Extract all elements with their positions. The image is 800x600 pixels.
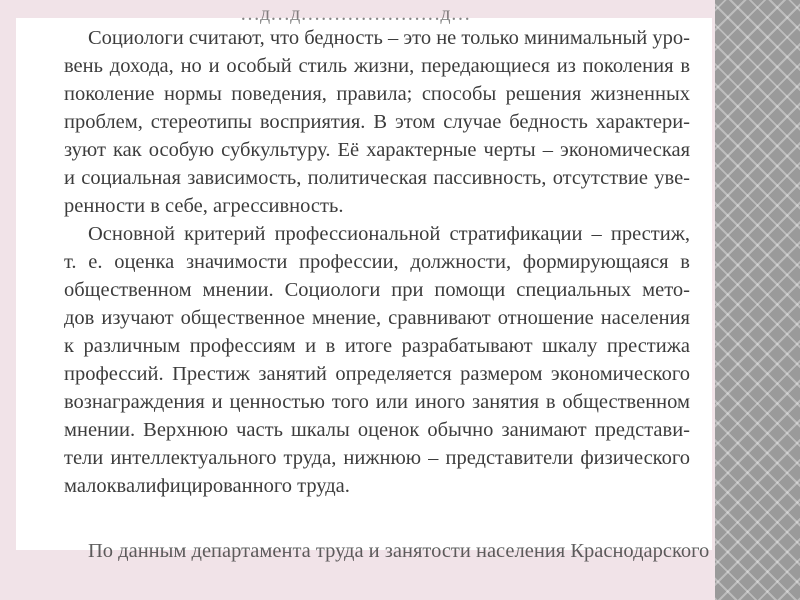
text-line: мнении. Верхнюю часть шкалы оценок обычно занимают представи- — [64, 419, 690, 441]
text-line: проблем, стереотипы восприятия. В этом случае бедность характери- — [64, 111, 690, 133]
cut-off-top-line: …д…д…………………д… — [240, 3, 471, 25]
paragraph-stratification — [64, 220, 690, 500]
scanned-text-image — [16, 3, 712, 562]
decorative-pattern-panel — [715, 0, 800, 600]
text-line: вознаграждения и ценностью того или иного занятия в общественном — [64, 391, 690, 413]
text-line: профессий. Престиж занятий определяется размером экономического — [64, 363, 690, 385]
text-line: общественном мнении. Социологи при помощи специальных мето- — [64, 279, 690, 301]
text-line: вень дохода, но и особый стиль жизни, передающиеся из поколения в — [64, 55, 690, 77]
text-line: к различным профессиям и в итоге разрабатывают шкалу престижа — [64, 335, 690, 357]
text-line: т. е. оценка значимости профессии, должности, формирующаяся в — [64, 251, 690, 273]
text-block — [64, 3, 710, 562]
text-line: дов изучают общественное мнение, сравнивают отношение населения — [64, 307, 690, 329]
text-line: тели интеллектуального труда, нижнюю – представители физического — [64, 447, 690, 469]
text-line: поколение нормы поведения, правила; способы решения жизненных — [64, 83, 690, 105]
text-line: Социологи считают, что бедность – это не только минимальный уро- — [88, 27, 690, 49]
text-line: зуют как особую субкультуру. Её характерные черты – экономическая — [64, 139, 690, 161]
text-line: малоквалифицированного труда. — [64, 475, 350, 497]
paragraph-poverty — [64, 18, 690, 220]
text-line: и социальная зависимость, политическая пассивность, отсутствие уве- — [64, 167, 690, 189]
cut-off-bottom-line: По данным департамента труда и занятости населения Краснодарского — [88, 540, 710, 562]
text-line: Основной критерий профессиональной стратификации – престиж, — [88, 223, 690, 245]
text-line: ренности в себе, агрессивность. — [64, 195, 344, 217]
